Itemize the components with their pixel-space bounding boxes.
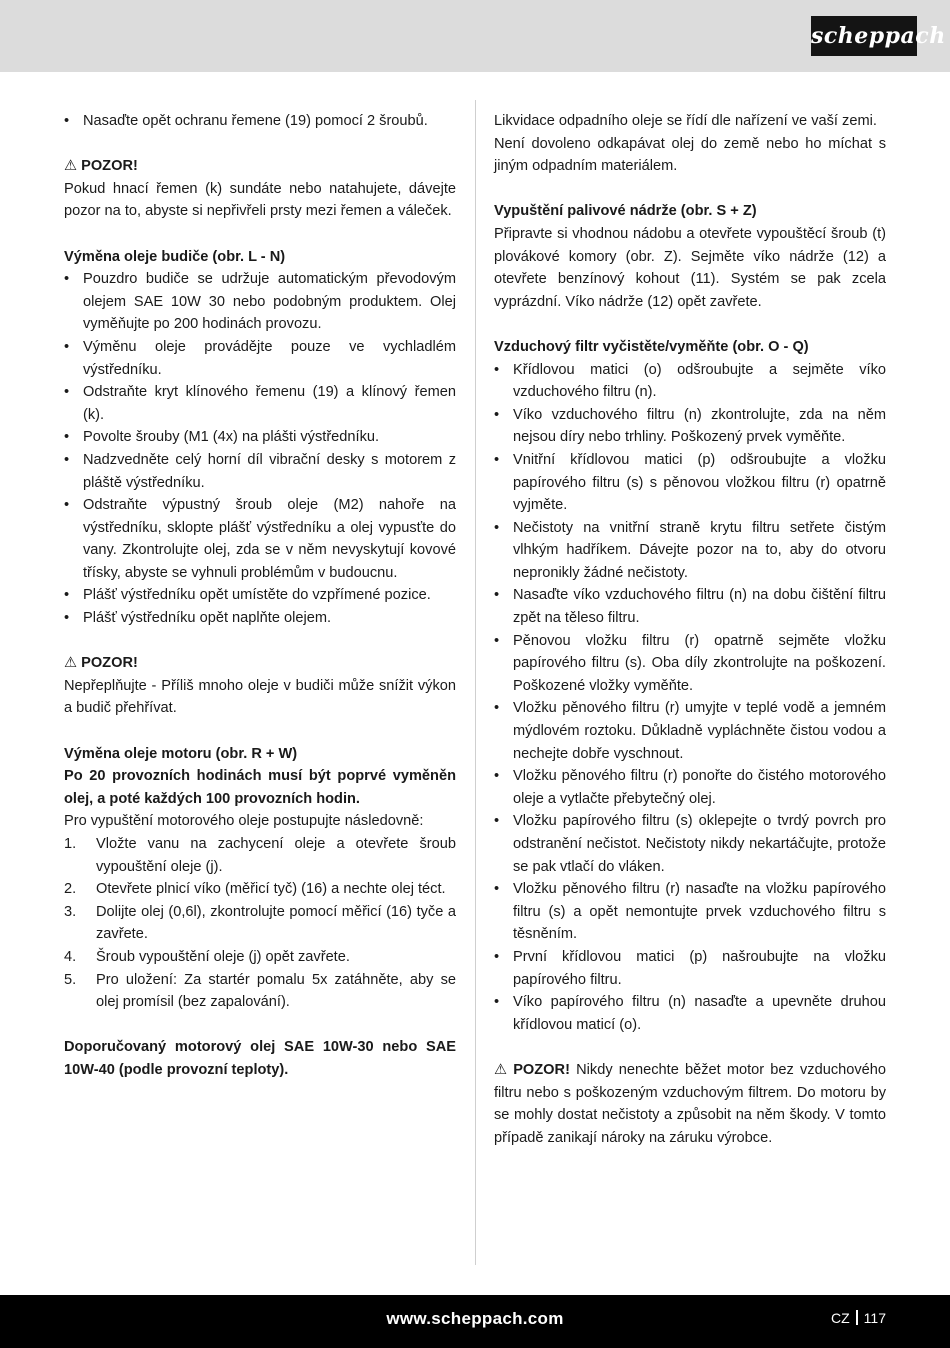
paragraph: Připravte si vhodnou nádobu a otevřete vypouštěcí šroub (t) plovákové komory (obr. Z). Sejměte víko nádrže (12) a otevřete benzínový kohout (11). Systém se pak zcela vyprázdní. Víko nádrže (12) opět zavřete. [494,225,886,310]
list-item: • Výměnu oleje provádějte pouze ve vychladlém výstředníku. [64,336,456,381]
recommendation-text: Doporučovaný motorový olej SAE 10W-30 nebo SAE 10W-40 (podle provozní teploty). [64,1039,456,1078]
bullet-list [494,359,886,1037]
page-number: 117 [863,1310,886,1326]
bullet-icon: • [64,338,70,355]
warning-icon: ⚠ [64,158,78,175]
list-item: • První křídlovou matici (p) našroubujte na vložku papírového filtru. [494,946,886,991]
numbered-list [64,833,456,1014]
bullet-icon: • [64,429,70,446]
bullet-icon: • [494,948,500,965]
paragraph: Není dovoleno odkapávat olej do země nebo ho míchat s jiným odpadním materiálem. [494,135,886,175]
bold-note: Po 20 provozních hodinách musí být poprvé vyměněn olej, a poté každých 100 provozních hodin. [64,768,456,807]
header-bar [0,0,950,72]
list-item: • Odstraňte kryt klínového řemenu (19) a klínový řemen (k). [64,381,456,426]
website-link[interactable]: www.scheppach.com [386,1309,564,1328]
list-item: • Nasaďte opět ochranu řemene (19) pomocí 2 šroubů. [64,110,456,133]
warning-text: Nikdy nenechte běžet motor bez vzduchového filtru nebo s poškozeným vzduchovým filtrem. Do motoru by se mohly dostat nečistoty a způsobit na něm škody. V tomto případě zanikají nároky na záruku výrobce. [494,1061,886,1146]
warning-paragraph [494,1059,886,1149]
warning-title: POZOR! [513,1061,570,1078]
list-item: • Pouzdro budiče se udržuje automatickým převodovým olejem SAE 10W 30 nebo podobným produktem. Olej vyměňujte po 200 hodinách provozu. [64,268,456,336]
bullet-icon: • [494,519,500,536]
list-item: • Nečistoty na vnitřní straně krytu filtru setřete čistým vlhkým hadříkem. Dávejte pozor na to, aby do otvoru nepronikly žádné nečistoty. [494,517,886,585]
bullet-icon: • [494,406,500,423]
brand-logo: scheppach [811,16,917,56]
section-heading: Výměna oleje budiče (obr. L - N) [64,248,286,265]
paragraph: Likvidace odpadního oleje se řídí dle nařízení ve vaší zemi. [494,113,877,129]
footer-bar [0,1295,950,1348]
list-item: • Pěnovou vložku filtru (r) opatrně sejměte vložku papírového filtru (s). Oba díly zkontrolujte na poškození. Poškozené vložky vyměňte. [494,630,886,698]
list-item: • Vložku pěnového filtru (r) nasaďte na vložku papírového filtru (s) a opět nemontujte prvek vzduchového filtru s těsněním. [494,878,886,946]
list-item: 2. Otevřete plnicí víko (měřicí tyč) (16) a nechte olej téct. [64,881,446,898]
warning-text: Nepřeplňujte - Příliš mnoho oleje v budiči může snížit výkon a budič přehřívat. [64,677,456,717]
bullet-icon: • [64,271,70,288]
bullet-icon: • [64,610,70,627]
bullet-icon: • [494,768,500,785]
language-code: CZ [831,1310,850,1326]
list-item: 1. Vložte vanu na zachycení oleje a otevřete šroub vypouštění oleje (j). [64,836,456,875]
bullet-icon: • [494,587,500,604]
bullet-icon: • [64,451,70,468]
bullet-icon: • [64,587,70,604]
list-item: • Vložku pěnového filtru (r) umyjte v teplé vodě a jemném mýdlovém roztoku. Důkladně vypláchněte čistou vodou a nechejte dobře vyschnout. [494,697,886,765]
list-item: • Víko vzduchového filtru (n) zkontrolujte, zda na něm nejsou díry nebo trhliny. Poškozený prvek vyměňte. [494,404,886,449]
section-heading: Vzduchový filtr vyčistěte/vyměňte (obr. O - Q) [494,338,809,355]
page-info [831,1295,886,1342]
bullet-icon: • [64,113,70,129]
bullet-icon: • [494,361,500,378]
section-heading: Výměna oleje motoru (obr. R + W) [64,745,298,762]
bullet-icon: • [494,881,500,898]
warning-icon: ⚠ [494,1061,510,1078]
list-item: • Nadzvedněte celý horní díl vibrační desky s motorem z pláště výstředníku. [64,449,456,494]
list-item: • Vložku papírového filtru (s) oklepejte o tvrdý povrch pro odstranění nečistot. Nečistoty nikdy nekartáčujte, protože se pak vtlačí do vláken. [494,810,886,878]
list-item: 3. Dolijte olej (0,6l), zkontrolujte pomocí měřicí (16) tyče a zavřete. [64,903,456,943]
right-column [494,110,886,1149]
list-item: • Povolte šrouby (M1 (4x) na plášti výstředníku. [64,426,456,449]
list-item: • Nasaďte víko vzduchového filtru (n) na dobu čištění filtru zpět na těleso filtru. [494,584,886,629]
left-column [64,110,456,1082]
list-item: • Křídlovou matici (o) odšroubujte a sejměte víko vzduchového filtru (n). [494,359,886,404]
bullet-icon: • [64,497,70,514]
bullet-icon: • [64,384,70,401]
list-item: • Plášť výstředníku opět umístěte do vzpřímené pozice. [64,584,456,607]
warning-title: ⚠ POZOR! [64,655,138,672]
warning-text: Pokud hnací řemen (k) sundáte nebo natahujete, dávejte pozor na to, abyste si nepřivřeli prsty mezi řemen a váleček. [64,180,456,220]
paragraph: Pro vypuštění motorového oleje postupujte následovně: [64,813,424,830]
bullet-icon: • [494,632,500,649]
bullet-icon: • [494,451,500,468]
bullet-icon: • [494,813,500,830]
bullet-icon: • [494,994,500,1011]
bullet-list [64,268,456,630]
list-item: 5. Pro uložení: Za startér pomalu 5x zatáhněte, aby se olej promísil (bez zapalování). [64,971,456,1011]
list-item: • Víko papírového filtru (n) nasaďte a upevněte druhou křídlovou maticí (o). [494,991,886,1036]
list-item: • Plášť výstředníku opět naplňte olejem. [64,607,456,630]
list-item: 4. Šroub vypouštění oleje (j) opět zavřete. [64,948,350,965]
warning-icon: ⚠ [64,655,78,672]
section-heading: Vypuštění palivové nádrže (obr. S + Z) [494,203,757,220]
bullet-icon: • [494,700,500,717]
separator [856,1310,858,1325]
list-item: • Vložku pěnového filtru (r) ponořte do čistého motorového oleje a vytlačte přebytečný olej. [494,765,886,810]
list-item: • Odstraňte výpustný šroub oleje (M2) nahoře na výstředníku, sklopte plášť výstředníku a olej vypusťte do vany. Zkontrolujte olej, zda se v něm nevyskytují kovové třísky, abyste se vyhnuli problémům v budoucnu. [64,494,456,584]
list-item: • Vnitřní křídlovou matici (p) odšroubujte a vložku papírového filtru (s) s pěnovou vložkou filtru (r) opatrně vyjměte. [494,449,886,517]
column-divider [475,100,476,1265]
warning-title: ⚠ POZOR! [64,158,138,175]
